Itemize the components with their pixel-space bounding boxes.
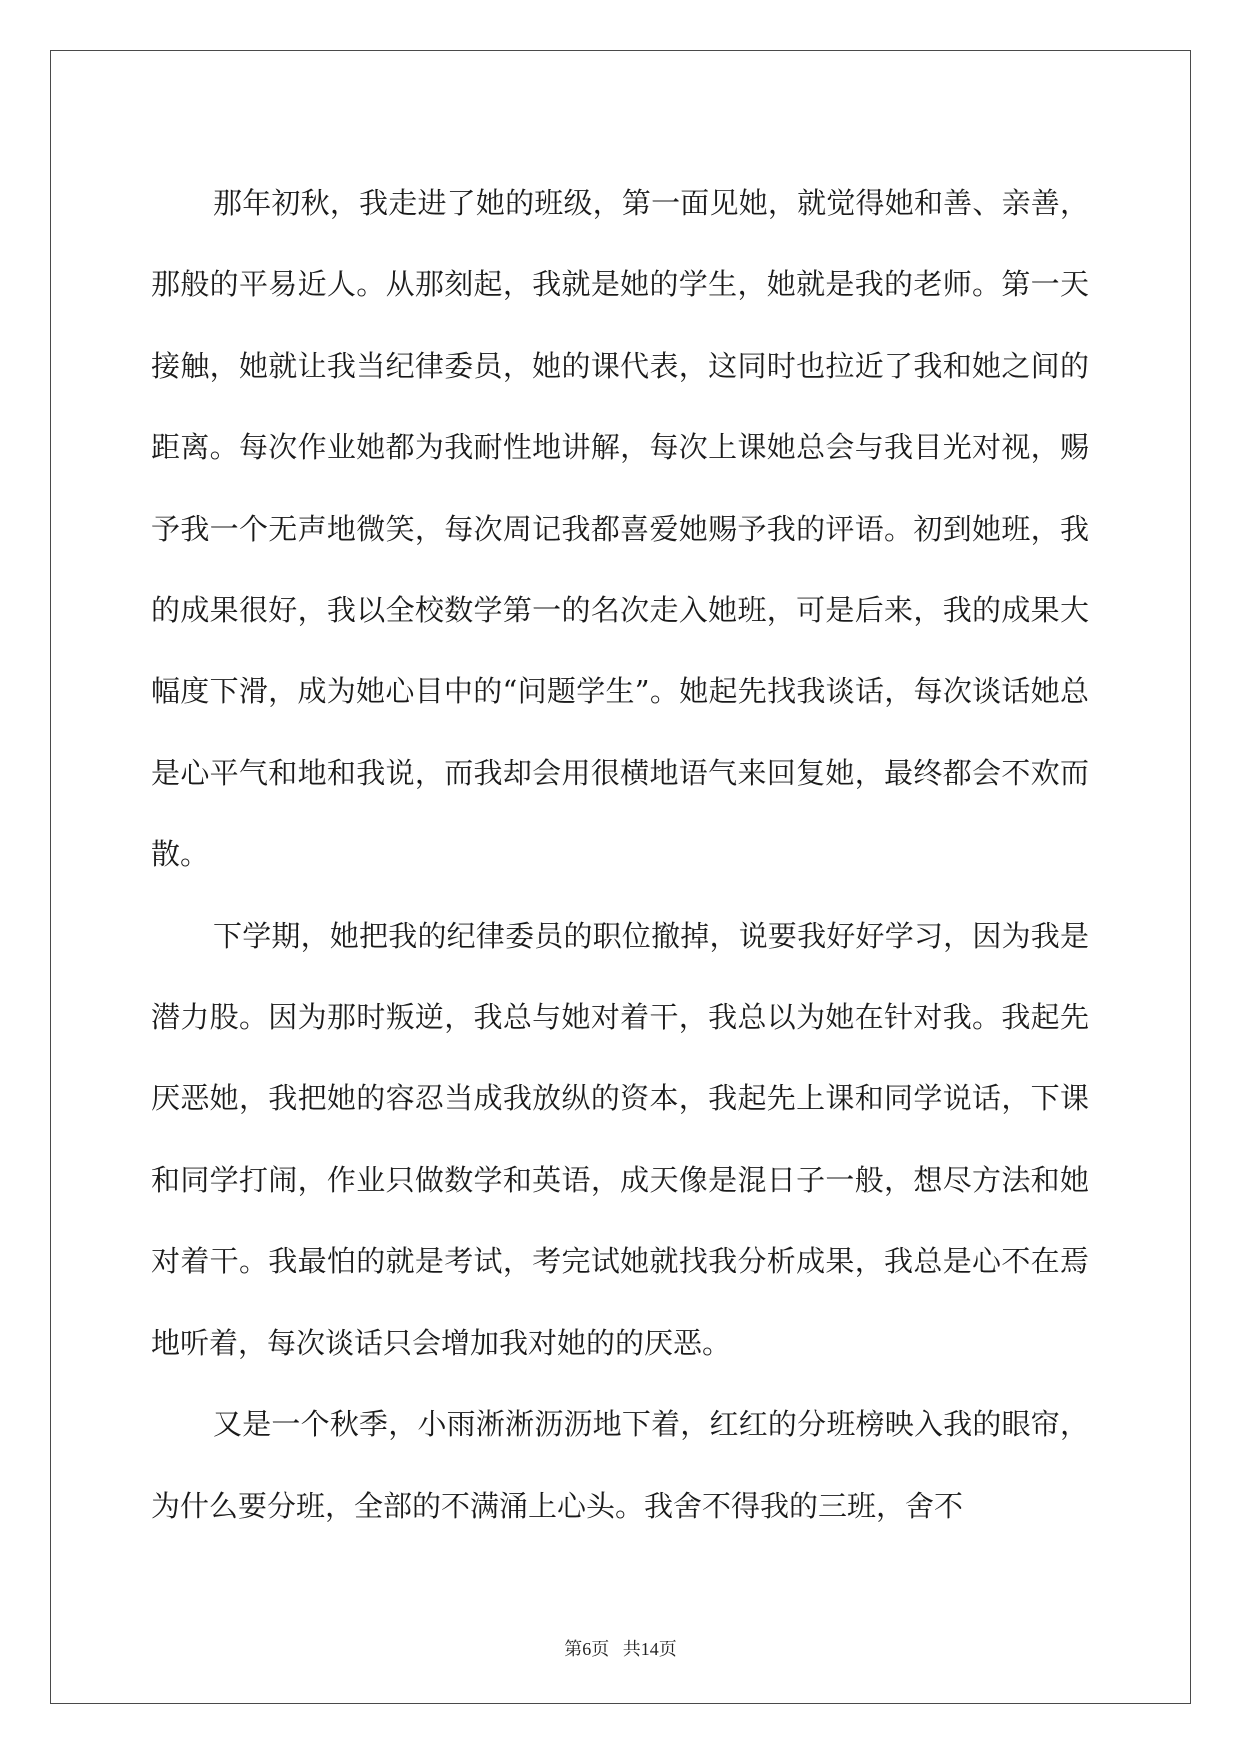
page-total: 共14页	[622, 1639, 677, 1659]
page-footer	[51, 1635, 1190, 1661]
paragraph-text: 又是一个秋季，小雨淅淅沥沥地下着，红红的分班榜映入我的眼帘，为什么要分班，全部的不满涌上心头。我舍不得我的三班，舍不	[151, 1407, 1089, 1523]
document-page	[50, 50, 1191, 1704]
paragraph-text: 下学期，她把我的纪律委员的职位撤掉，说要我好好学习，因为我是潜力股。因为那时叛逆，我总与她对着干，我总以为她在针对我。我起先厌恶她，我把她的容忍当成我放纵的资本，我起先上课和同学说话，下课和同学打闹，作业只做数学和英语，成天像是混日子一般，想尽方法和她对着干。我最怕的就是考试，考完试她就找我分析成果，我总是心不在焉地听着，每次谈话只会增加我对她的的厌恶。	[151, 918, 1089, 1360]
paragraph-2	[151, 896, 1089, 1384]
paragraph-text: 那年初秋，我走进了她的班级，第一面见她，就觉得她和善、亲善，那般的平易近人。从那刻起，我就是她的学生，她就是我的老师。第一天接触，她就让我当纪律委员，她的课代表，这同时也拉近了我和她之间的距离。每次作业她都为我耐性地讲解，每次上课她总会与我目光对视，赐予我一个无声地微笑，每次周记我都喜爱她赐予我的评语。初到她班，我的成果很好，我以全校数学第一的名次走入她班，可是后来，我的成果大幅度下滑，成为她心目中的“问题学生”。她起先找我谈话，每次谈话她总是心平气和地和我说，而我却会用很横地语气来回复她，最终都会不欢而散。	[151, 186, 1089, 872]
document-body	[151, 163, 1089, 1547]
paragraph-1	[151, 163, 1089, 896]
paragraph-3	[151, 1384, 1089, 1547]
page-number: 第6页	[564, 1639, 610, 1659]
